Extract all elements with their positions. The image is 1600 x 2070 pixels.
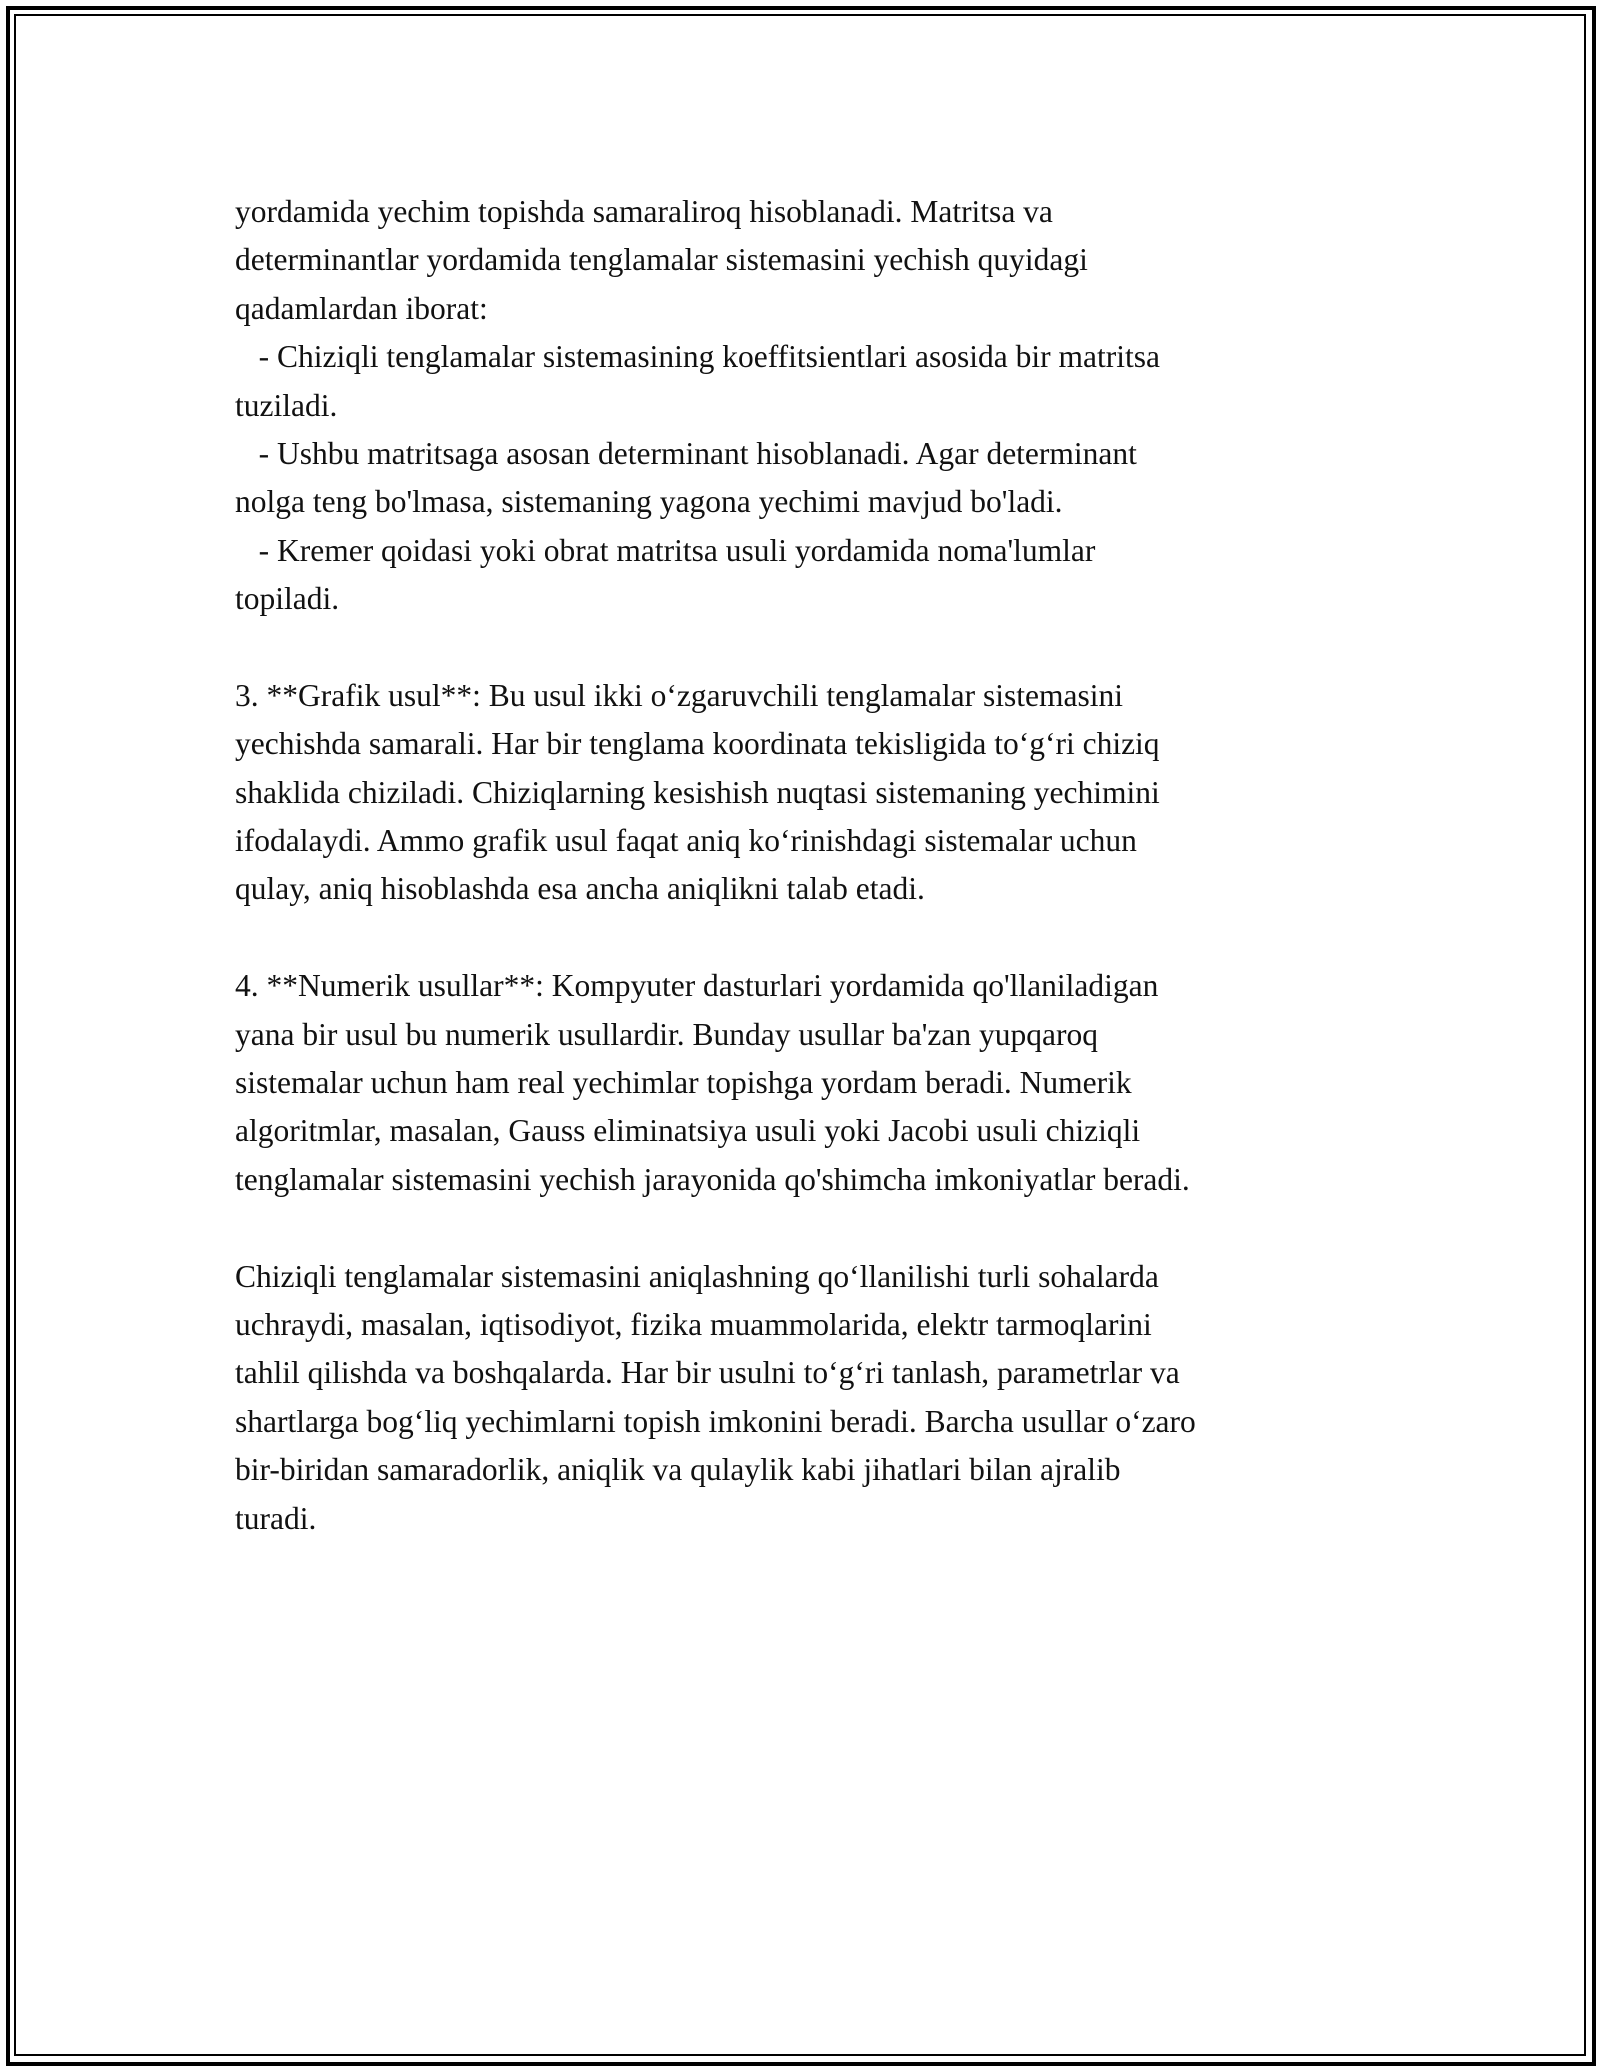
text-line: qulay, aniq hisoblashda esa ancha aniqlikni talab etadi. xyxy=(235,871,925,907)
text-line: shartlarga bog‘liq yechimlarni topish imkonini beradi. Barcha usullar o‘zaro xyxy=(235,1403,1196,1439)
text-line: tenglamalar sistemasini yechish jarayonida qo'shimcha imkoniyatlar beradi. xyxy=(235,1161,1190,1197)
paragraph-conclusion xyxy=(235,1253,1385,1543)
text-line: sistemalar uchun ham real yechimlar topishga yordam beradi. Numerik xyxy=(235,1065,1132,1101)
paragraph-spacer xyxy=(235,624,1385,672)
text-line: yana bir usul bu numerik usullardir. Bunday usullar ba'zan yupqaroq xyxy=(235,1016,1098,1052)
document-body xyxy=(235,188,1385,1543)
text-line: algoritmlar, masalan, Gauss eliminatsiya usuli yoki Jacobi usuli chiziqli xyxy=(235,1113,1141,1149)
text-line: topiladi. xyxy=(235,581,340,617)
text-line: tahlil qilishda va boshqalarda. Har bir usulni to‘g‘ri tanlash, parametrlar va xyxy=(235,1355,1180,1391)
text-line: determinantlar yordamida tenglamalar sistemasini yechish quyidagi xyxy=(235,242,1088,278)
text-line: uchraydi, masalan, iqtisodiyot, fizika muammolarida, elektr tarmoqlarini xyxy=(235,1306,1152,1342)
text-line: yordamida yechim topishda samaraliroq hisoblanadi. Matritsa va xyxy=(235,194,1053,229)
paragraph-intro xyxy=(235,188,1385,624)
paragraph-numerik-usullar xyxy=(235,962,1385,1204)
paragraph-grafik-usul xyxy=(235,672,1385,914)
text-line: qadamlardan iborat: xyxy=(235,290,488,326)
text-line: ifodalaydi. Ammo grafik usul faqat aniq ko‘rinishdagi sistemalar uchun xyxy=(235,823,1137,859)
text-line: 4. **Numerik usullar**: Kompyuter dasturlari yordamida qo'llaniladigan xyxy=(235,968,1159,1004)
text-line: Chiziqli tenglamalar sistemasini aniqlashning qo‘llanilishi turli sohalarda xyxy=(235,1258,1159,1294)
text-line: tuziladi. xyxy=(235,387,338,423)
text-line: 3. **Grafik usul**: Bu usul ikki o‘zgaruvchili tenglamalar sistemasini xyxy=(235,677,1123,713)
text-line: bir-biridan samaradorlik, aniqlik va qulaylik kabi jihatlari bilan ajralib xyxy=(235,1452,1121,1488)
text-line: nolga teng bo'lmasa, sistemaning yagona yechimi mavjud bo'ladi. xyxy=(235,484,1063,520)
list-item-line: - Chiziqli tenglamalar sistemasining koeffitsientlari asosida bir matritsa xyxy=(235,339,1160,375)
text-line: yechishda samarali. Har bir tenglama koordinata tekisligida to‘g‘ri chiziq xyxy=(235,726,1160,762)
text-line: shaklida chiziladi. Chiziqlarning kesishish nuqtasi sistemaning yechimini xyxy=(235,774,1160,810)
list-item-line: - Ushbu matritsaga asosan determinant hisoblanadi. Agar determinant xyxy=(235,435,1137,471)
paragraph-spacer xyxy=(235,914,1385,962)
list-item-line: - Kremer qoidasi yoki obrat matritsa usuli yordamida noma'lumlar xyxy=(235,532,1096,568)
text-line: turadi. xyxy=(235,1500,317,1536)
paragraph-spacer xyxy=(235,1204,1385,1252)
